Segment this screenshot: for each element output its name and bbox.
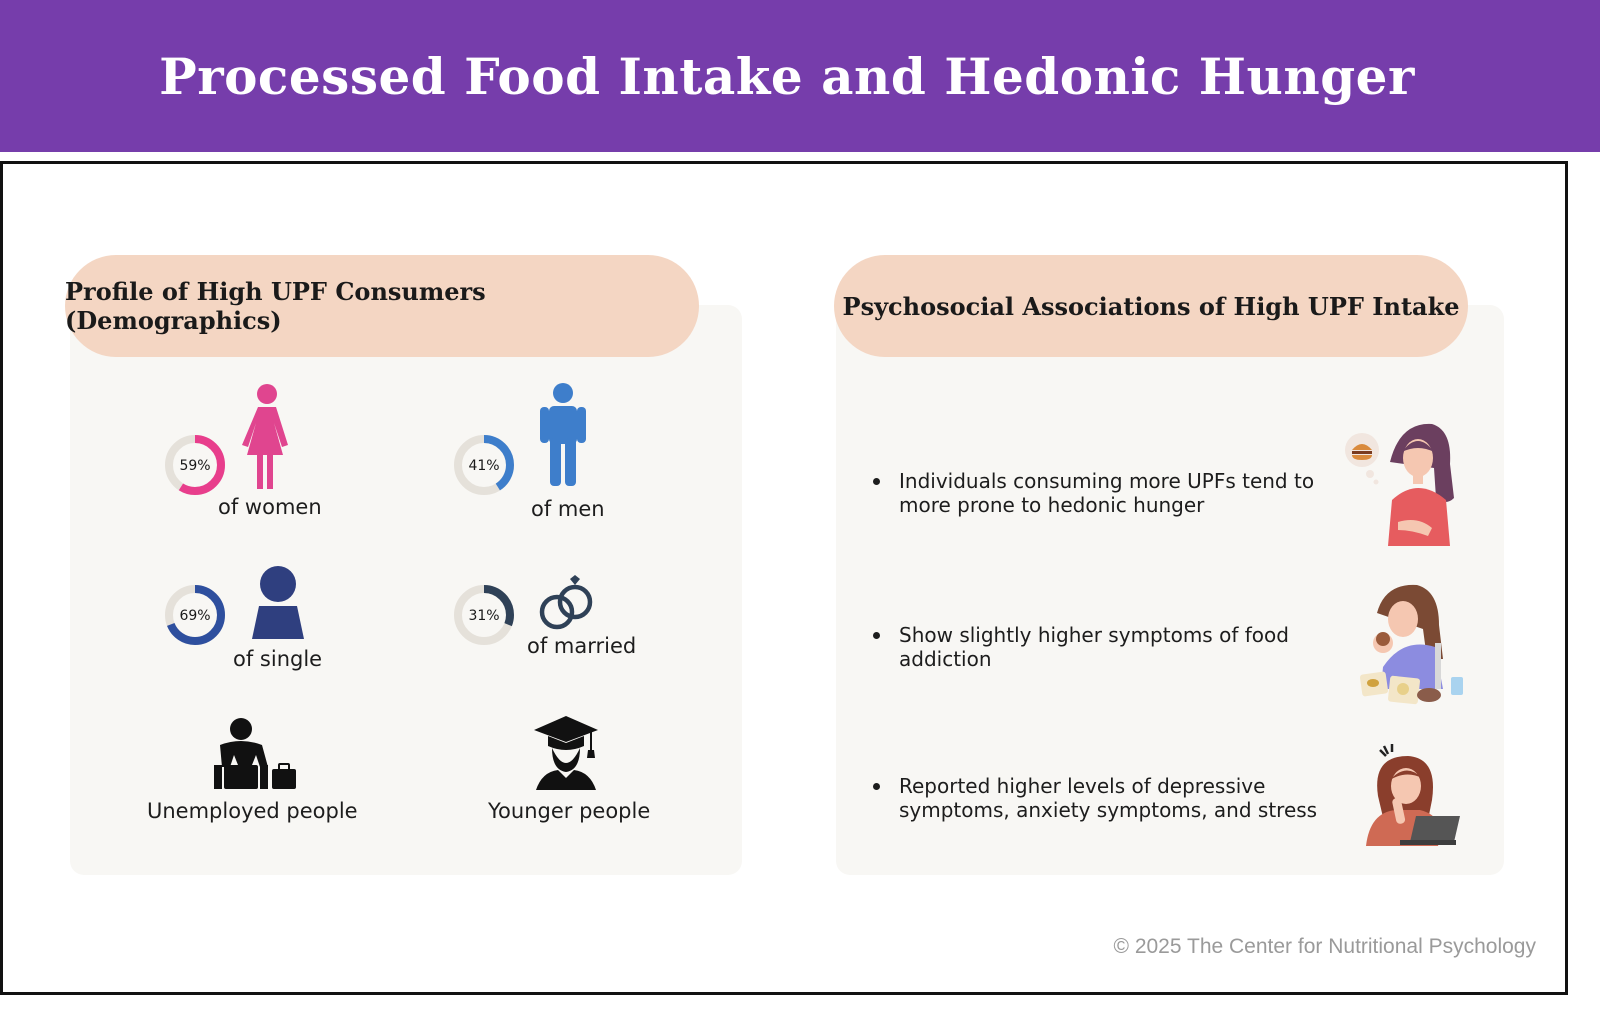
stat-caption-married: of married — [527, 634, 637, 658]
percent-label: 41% — [468, 458, 500, 474]
bullet-icon — [873, 478, 880, 485]
psychosocial-heading-text: Psychosocial Associations of High UPF Intake — [842, 291, 1460, 321]
craving-woman-illustration — [1340, 422, 1456, 550]
stat-caption-women: of women — [218, 495, 322, 519]
list-item — [873, 469, 1339, 517]
percent-label: 59% — [179, 458, 211, 474]
graduate-icon — [532, 714, 600, 790]
stat-caption-men: of men — [531, 497, 605, 521]
bullet-icon — [873, 632, 880, 639]
demographics-heading-text: Profile of High UPF Consumers (Demographics) — [65, 277, 486, 335]
demographics-heading — [65, 255, 699, 357]
stressed-woman-illustration — [1360, 740, 1468, 846]
donut-single — [163, 583, 227, 647]
woman-icon — [241, 383, 293, 489]
list-item — [873, 623, 1319, 671]
eating-woman-illustration — [1353, 583, 1475, 715]
person-icon — [251, 566, 305, 640]
list-item — [873, 774, 1339, 822]
bullet-icon — [873, 783, 880, 790]
man-icon — [539, 383, 587, 487]
page-title: Processed Food Intake and Hedonic Hunger — [159, 46, 1415, 106]
percent-label: 31% — [468, 608, 500, 624]
psychosocial-heading — [834, 255, 1468, 357]
copyright-footer: © 2025 The Center for Nutritional Psychology — [1113, 935, 1536, 958]
percent-label: 69% — [179, 608, 211, 624]
list-item-text: Individuals consuming more UPFs tend to more prone to hedonic hunger — [899, 469, 1315, 517]
unemployed-person-icon — [210, 717, 298, 791]
group-caption-unemployed: Unemployed people — [147, 799, 358, 823]
stat-caption-single: of single — [233, 647, 323, 671]
donut-men — [452, 433, 516, 497]
donut-women — [163, 433, 227, 497]
list-item-text: Show slightly higher symptoms of food addiction — [899, 623, 1289, 671]
donut-married — [452, 583, 516, 647]
group-caption-younger: Younger people — [488, 799, 651, 823]
header-banner — [0, 0, 1600, 152]
list-item-text: Reported higher levels of depressive symptoms, anxiety symptoms, and stress — [899, 774, 1318, 822]
rings-icon — [536, 574, 598, 630]
